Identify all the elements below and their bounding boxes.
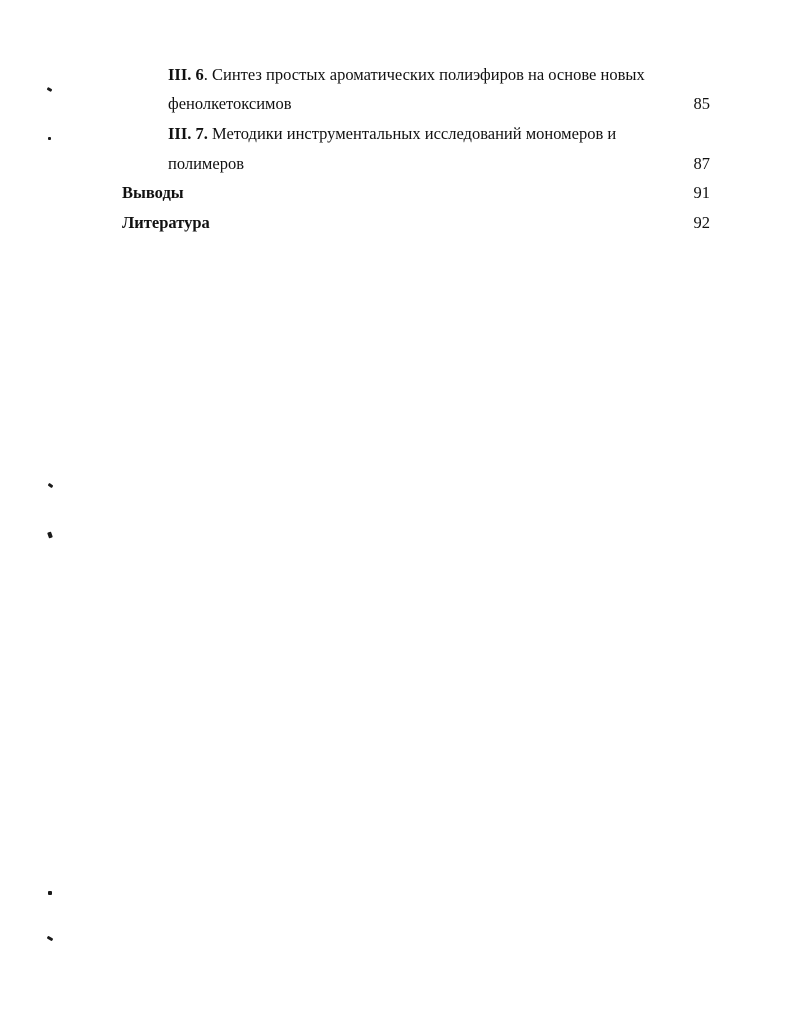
toc-entry-section-3-7-line-2: полимеров — [168, 154, 244, 173]
toc-page-number: 92 — [693, 213, 710, 232]
toc-entry-section-3-6-line-1 — [168, 65, 645, 85]
toc-entry-section-3-6-line-2: фенолкетоксимов — [168, 94, 292, 113]
toc-page-number: 87 — [693, 154, 710, 173]
scan-speck — [48, 891, 52, 895]
scan-speck — [47, 87, 53, 92]
toc-page-number: 91 — [693, 183, 710, 202]
scan-speck — [48, 483, 54, 488]
scan-speck — [47, 936, 54, 942]
toc-entry-references: Литература — [122, 213, 210, 232]
toc-entry-number: III. 7. — [168, 124, 208, 143]
scan-speck — [47, 531, 53, 538]
toc-entry-section-3-7-line-1 — [168, 124, 616, 144]
toc-entry-conclusions: Выводы — [122, 183, 184, 202]
toc-page-number: 85 — [693, 94, 710, 113]
toc-entry-title: Методики инструментальных исследований мономеров и — [207, 124, 617, 143]
scan-speck — [48, 137, 51, 140]
toc-entry-number: III. 6 — [168, 65, 204, 84]
toc-entry-title: Синтез простых ароматических полиэфиров на основе новых — [207, 65, 645, 84]
toc-entry-separator: . — [203, 65, 208, 84]
